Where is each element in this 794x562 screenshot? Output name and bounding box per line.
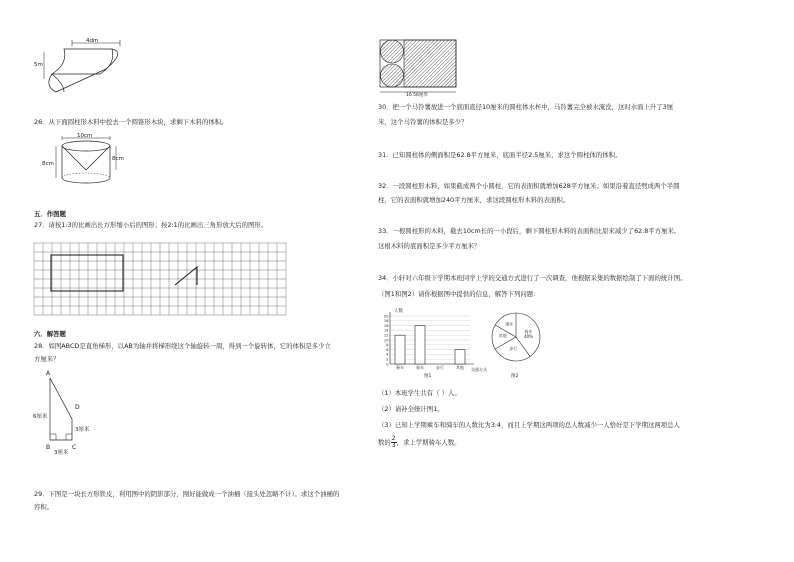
pie-slice-label: 乘车 [505,321,514,327]
bar-category-label: 其他 [456,365,464,370]
pie-chart-figure-2 [486,306,546,378]
bar-chart-ylabel: 人数 [394,309,403,314]
fraction-numerator: 2 [391,435,396,442]
cylinder-cone-figure [40,134,130,189]
dc-length-label: 3厘米 [75,427,90,433]
pie-slice-label: 步行 [509,345,518,351]
question-28-line-2: 方厘米？ [34,355,60,363]
question-32-line-2: 柱，它的表面积就增加240平方厘米，求这段圆柱形木料的表面积。 [378,196,570,204]
sub-question-2: （2）请补全统计图1。 [378,405,444,413]
vertex-c: C [72,444,77,451]
bar-ytick-label: 2 [386,357,389,362]
bar-ytick-label: 10 [383,338,389,343]
rectangle-shape [51,255,123,291]
question-29-line-1: 29．下图是一块长方形铁皮，利用图中的阴影部分，刚好能做成一个油桶（接头处忽略不计）。求这个油桶的 [34,490,340,498]
bar-ytick-label: 16 [383,323,389,328]
question-30-line-1: 30．把一个马铃薯放进一个底面直径10厘米的圆柱体水杯中，马铃薯完全被水淹没，这时水面上升了3厘 [378,103,674,111]
bar-ytick-label: 12 [383,333,389,338]
bar-ytick-label: 6 [386,347,389,352]
triangle-shape [175,267,197,285]
bar-chart-figure-1 [378,306,488,378]
bar-ytick-label: 8 [386,343,389,348]
section-5-heading: 五．作图题 [34,210,66,218]
bar-chart-caption: 图1 [424,374,432,379]
pie-chart-caption: 图2 [511,374,519,379]
sub-question-3-line-2 [378,436,461,449]
question-30-line-2: 米，这个马铃薯的体积是多少？ [378,118,468,126]
section-6-heading: 六．解答题 [34,330,66,338]
question-28-line-1: 28．如图ABCD是直角梯形，以AB为轴并将梯形绕这个轴旋转一周，得到一个旋转体，它的体积是多少立 [34,342,331,350]
sub-question-1: （1）本班学生共有（ ）人。 [378,389,461,397]
metal-sheet-figure [378,36,468,98]
bar-ytick-label: 18 [383,319,389,324]
question-32-line-1: 32．一段圆柱形木料，如果截成两个小圆柱，它的表面积就增加628平方厘米；如果沿着直径劈成两个半圆 [378,182,680,190]
question-26: 26．从下面圆柱形木料中挖去一个圆锥形木块，求剩下木料的体积。 [34,118,228,126]
trough-figure [34,34,154,94]
bar-chart-xlabel: 交通方式 [471,367,487,372]
drawing-grid [34,243,288,323]
ab-length-label: 6厘米 [33,414,48,420]
bar-3 [455,350,465,364]
vertex-b: B [46,444,51,451]
question-27: 27．请按1:3的比画出长方形缩小后的图形；按2:1的比画出三角形放大后的图形。 [34,221,268,229]
vertex-d: D [75,404,80,411]
cylinder-width-label: 10cm [77,133,93,139]
bar-category-label: 步行 [436,365,444,370]
question-29-line-2: 容积。 [34,503,54,511]
fraction-denominator: 3 [391,442,396,449]
bar-ytick-label: 20 [383,314,389,319]
sub-question-3-prefix: 数的 [378,438,391,447]
trough-side-label: 5m [34,62,43,68]
question-31: 31．已知圆柱体的侧面积是62.8平方厘米，底面半径2.5厘米，求这个圆柱体的体积。 [378,151,622,159]
cylinder-left-label: 8cm [42,161,54,167]
sheet-length-label: 16.56厘米 [406,93,428,98]
pie-slice-value: 40% [524,333,533,339]
sub-question-3-suffix: ，求上学期骑车人数。 [396,438,461,447]
bar-ytick-label: 0 [386,362,389,367]
trough-top-label: 4dm [86,38,99,44]
question-33-line-2: 这根木料的底面积是多少平方厘米？ [378,242,481,250]
pie-slice-label: 骑车 [524,328,533,334]
question-33-line-1: 33．一根圆柱形的木料，截去10cm长的一小段后，剩下圆柱形木料的表面积比原来减少了62.8平方厘米。 [378,227,681,235]
bar-category-label: 乘车 [396,365,404,370]
bar-ytick-label: 4 [386,352,389,357]
vertex-a: A [46,370,51,377]
bar-0 [395,335,405,364]
bar-1 [415,326,425,364]
question-34-line-1: 34．小轩对六年级下学期本班同学上学的交通方式进行了一次调查，他根据采集的数据绘制了下面的统计图。 [378,274,687,282]
bar-category-label: 骑车 [416,365,424,370]
trapezoid-figure [30,368,110,458]
cone-right-label: 8cm [112,156,124,162]
bar-ytick-label: 14 [383,328,389,333]
bc-length-label: 3厘米 [54,450,69,456]
question-34-line-2: （图1和图2）请你根据图中提供的信息，解答下列问题： [378,290,540,298]
pie-slice-label: 其他 [498,333,507,338]
sub-question-3-line-1: （3）已知上学期乘车和骑车的人数比为3:4，而且上学期这两项的总人数减少一人恰好是下学期这两项总人 [378,421,680,429]
